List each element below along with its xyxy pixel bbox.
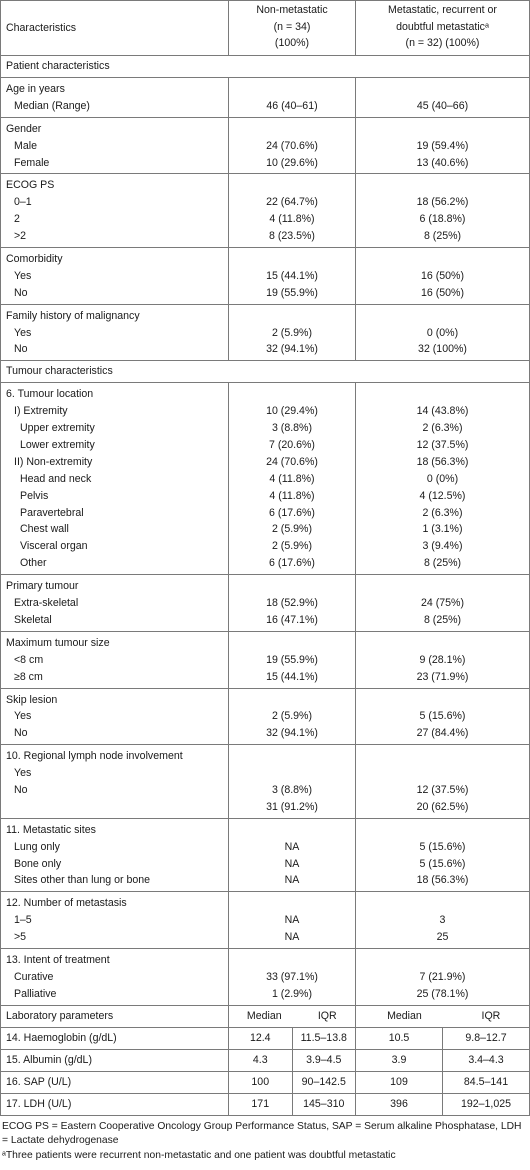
non-metastatic-value: 8 (23.5%) bbox=[269, 230, 315, 243]
row-label: Visceral organ bbox=[20, 540, 88, 553]
metastatic-value: 45 (40–66) bbox=[416, 99, 469, 112]
tumour-group bbox=[1, 383, 530, 575]
row-label: Median (Range) bbox=[14, 99, 90, 112]
metastatic-value bbox=[361, 251, 524, 268]
non-metastatic-value bbox=[234, 177, 350, 194]
abbreviations-note: ECOG PS = Eastern Cooperative Oncology Group Performance Status, SAP = Serum alkaline Phosphatase, LDH = Lactate dehydrogenase bbox=[2, 1120, 522, 1147]
group-non-metastatic-values bbox=[229, 948, 356, 1005]
lab-non-metastatic bbox=[229, 1027, 356, 1049]
group-metastatic-values bbox=[356, 631, 530, 688]
row-label: Gender bbox=[6, 122, 42, 135]
group-metastatic-values bbox=[356, 575, 530, 632]
row-label: Comorbidity bbox=[6, 253, 63, 266]
iqr-value: 3.9–4.5 bbox=[306, 1053, 342, 1066]
row-label bbox=[6, 799, 223, 816]
group-non-metastatic-values bbox=[229, 818, 356, 892]
metastatic-value: 25 (78.1%) bbox=[416, 987, 469, 1000]
tumour-group bbox=[1, 892, 530, 949]
non-metastatic-value: 10 (29.6%) bbox=[266, 156, 318, 169]
lab-non-metastatic bbox=[229, 1093, 356, 1115]
tumour-group bbox=[1, 818, 530, 892]
non-metastatic-value: 6 (17.6%) bbox=[269, 557, 315, 570]
metastatic-value: 18 (56.3%) bbox=[416, 874, 469, 887]
row-label: Yes bbox=[14, 767, 32, 780]
lab-header-metastatic bbox=[356, 1005, 530, 1027]
group-metastatic-values bbox=[356, 688, 530, 745]
section-patient: Patient characteristics bbox=[1, 56, 530, 78]
patient-group bbox=[1, 117, 530, 174]
non-metastatic-value: 18 (52.9%) bbox=[266, 597, 318, 610]
section-tumour-label: Tumour characteristics bbox=[1, 361, 530, 383]
patient-group bbox=[1, 248, 530, 305]
non-metastatic-value: 24 (70.6%) bbox=[266, 139, 318, 152]
row-label: Extra-skeletal bbox=[14, 597, 79, 610]
group-labels bbox=[1, 78, 229, 118]
metastatic-value: 23 (71.9%) bbox=[416, 670, 469, 683]
non-metastatic-value: 16 (47.1%) bbox=[266, 613, 318, 626]
row-label: >2 bbox=[14, 230, 27, 243]
metastatic-value: 27 (84.4%) bbox=[416, 727, 469, 740]
non-metastatic-value: NA bbox=[284, 914, 300, 927]
row-label: Bone only bbox=[14, 857, 62, 870]
group-labels bbox=[1, 117, 229, 174]
iqr-value: 84.5–141 bbox=[463, 1075, 509, 1088]
group-labels bbox=[1, 745, 229, 819]
metastatic-value: 3 (9.4%) bbox=[422, 540, 463, 553]
row-label: 13. Intent of treatment bbox=[6, 953, 110, 966]
group-metastatic-values bbox=[356, 304, 530, 361]
header-characteristics: Characteristics bbox=[1, 1, 229, 56]
row-label: 1–5 bbox=[14, 914, 32, 927]
lab-row bbox=[1, 1049, 530, 1071]
metastatic-value bbox=[361, 578, 524, 595]
row-label: Pelvis bbox=[20, 489, 49, 502]
row-label: Yes bbox=[14, 269, 32, 282]
non-metastatic-value: 4 (11.8%) bbox=[269, 472, 315, 485]
non-metastatic-value: 2 (5.9%) bbox=[271, 523, 313, 536]
median-header: Median bbox=[246, 1009, 282, 1022]
row-label: I) Extremity bbox=[14, 405, 68, 418]
metastatic-value: 16 (50%) bbox=[421, 286, 464, 299]
non-metastatic-value: NA bbox=[284, 931, 300, 944]
group-non-metastatic-values bbox=[229, 575, 356, 632]
iqr-value: 90–142.5 bbox=[301, 1075, 346, 1088]
metastatic-value: 24 (75%) bbox=[421, 597, 464, 610]
lab-label: 17. LDH (U/L) bbox=[1, 1093, 229, 1115]
metastatic-value: 5 (15.6%) bbox=[419, 710, 466, 723]
metastatic-value: 8 (25%) bbox=[423, 230, 462, 243]
metastatic-value: 14 (43.8%) bbox=[416, 405, 469, 418]
lab-label: 16. SAP (U/L) bbox=[1, 1071, 229, 1093]
lab-metastatic bbox=[356, 1093, 530, 1115]
row-label: 0–1 bbox=[14, 196, 32, 209]
iqr-value: 3.4–4.3 bbox=[468, 1053, 504, 1066]
group-labels bbox=[1, 818, 229, 892]
section-tumour bbox=[1, 361, 530, 383]
table-footnotes bbox=[0, 1116, 530, 1164]
row-label: 6. Tumour location bbox=[6, 388, 94, 401]
row-label: Paravertebral bbox=[20, 506, 84, 519]
metastatic-value: 20 (62.5%) bbox=[416, 800, 469, 813]
median-value: 100 bbox=[229, 1072, 293, 1093]
non-metastatic-value: 7 (20.6%) bbox=[269, 439, 315, 452]
non-metastatic-value: NA bbox=[284, 874, 300, 887]
group-metastatic-values bbox=[356, 745, 530, 819]
group-metastatic-values bbox=[356, 892, 530, 949]
row-label: Skip lesion bbox=[6, 693, 58, 706]
row-label: Lower extremity bbox=[20, 439, 95, 452]
metastatic-value bbox=[361, 952, 524, 969]
non-metastatic-value bbox=[234, 81, 350, 98]
non-metastatic-value: 22 (64.7%) bbox=[266, 196, 318, 209]
median-value: 171 bbox=[229, 1094, 293, 1115]
iqr-value: 192–1,025 bbox=[460, 1097, 512, 1110]
iqr-value: 9.8–12.7 bbox=[465, 1031, 507, 1044]
metastatic-value: 0 (0%) bbox=[426, 326, 459, 339]
superscript-a-note: ᵃThree patients were recurrent non-metastatic and one patient was doubtful metastatic bbox=[2, 1149, 396, 1161]
row-label: >5 bbox=[14, 931, 27, 944]
metastatic-value: 8 (25%) bbox=[423, 557, 462, 570]
row-label: Curative bbox=[14, 970, 54, 983]
non-metastatic-value: 10 (29.4%) bbox=[266, 405, 318, 418]
row-label: Skeletal bbox=[14, 613, 52, 626]
lab-row bbox=[1, 1027, 530, 1049]
metastatic-value: 7 (21.9%) bbox=[419, 970, 466, 983]
metastatic-value bbox=[361, 765, 524, 782]
row-label: Male bbox=[14, 139, 37, 152]
tumour-group bbox=[1, 575, 530, 632]
iqr-header: IQR bbox=[481, 1009, 501, 1022]
group-non-metastatic-values bbox=[229, 248, 356, 305]
row-label: 12. Number of metastasis bbox=[6, 897, 127, 910]
header-row bbox=[1, 1, 530, 56]
row-label: Lung only bbox=[14, 840, 60, 853]
section-laboratory: Laboratory parameters bbox=[1, 1005, 229, 1027]
non-metastatic-value: 32 (94.1%) bbox=[266, 727, 318, 740]
row-label: Head and neck bbox=[20, 472, 92, 485]
metastatic-value: 12 (37.5%) bbox=[416, 783, 469, 796]
row-label: 11. Metastatic sites bbox=[6, 823, 96, 836]
row-label: <8 cm bbox=[14, 653, 44, 666]
row-label: Female bbox=[14, 156, 50, 169]
row-label: No bbox=[14, 286, 28, 299]
group-labels bbox=[1, 948, 229, 1005]
non-metastatic-value: 19 (55.9%) bbox=[266, 653, 318, 666]
non-metastatic-value bbox=[234, 822, 350, 839]
metastatic-value bbox=[361, 386, 524, 403]
tumour-group bbox=[1, 631, 530, 688]
row-label: Yes bbox=[14, 326, 32, 339]
laboratory-header-row bbox=[1, 1005, 530, 1027]
row-label: 10. Regional lymph node involvement bbox=[6, 750, 183, 763]
group-labels bbox=[1, 248, 229, 305]
lab-label: 15. Albumin (g/dL) bbox=[1, 1049, 229, 1071]
non-metastatic-value: 1 (2.9%) bbox=[271, 987, 313, 1000]
group-non-metastatic-values bbox=[229, 78, 356, 118]
metastatic-value bbox=[361, 895, 524, 912]
metastatic-value bbox=[361, 308, 524, 325]
group-labels bbox=[1, 892, 229, 949]
row-label: ECOG PS bbox=[6, 179, 55, 192]
row-label: Family history of malignancy bbox=[6, 309, 140, 322]
non-metastatic-value: 33 (97.1%) bbox=[266, 970, 318, 983]
group-non-metastatic-values bbox=[229, 383, 356, 575]
group-metastatic-values bbox=[356, 78, 530, 118]
metastatic-value: 1 (3.1%) bbox=[422, 523, 463, 536]
group-metastatic-values bbox=[356, 818, 530, 892]
lab-metastatic bbox=[356, 1027, 530, 1049]
non-metastatic-value: 4 (11.8%) bbox=[269, 489, 315, 502]
patient-group bbox=[1, 304, 530, 361]
patient-group bbox=[1, 174, 530, 248]
lab-row bbox=[1, 1093, 530, 1115]
lab-metastatic bbox=[356, 1071, 530, 1093]
non-metastatic-value bbox=[234, 765, 350, 782]
metastatic-value: 9 (28.1%) bbox=[419, 653, 466, 666]
non-metastatic-value bbox=[234, 635, 350, 652]
median-value: 109 bbox=[356, 1072, 443, 1093]
non-metastatic-value: 2 (5.9%) bbox=[271, 710, 313, 723]
metastatic-value: 25 bbox=[436, 931, 449, 944]
tumour-group bbox=[1, 745, 530, 819]
lab-header-non-metastatic bbox=[229, 1005, 356, 1027]
header-non-metastatic: Non-metastatic (n = 34) (100%) bbox=[229, 1, 356, 56]
non-metastatic-value: 15 (44.1%) bbox=[266, 670, 318, 683]
non-metastatic-value: NA bbox=[284, 857, 300, 870]
lab-metastatic bbox=[356, 1049, 530, 1071]
row-label: Other bbox=[20, 557, 47, 570]
group-labels bbox=[1, 575, 229, 632]
header-metastatic: Metastatic, recurrent or doubtful metastaticᵃ (n = 32) (100%) bbox=[356, 1, 530, 56]
metastatic-value: 3 bbox=[439, 914, 446, 927]
metastatic-value: 16 (50%) bbox=[421, 269, 464, 282]
median-value: 4.3 bbox=[229, 1050, 293, 1071]
iqr-value: 145–310 bbox=[303, 1097, 345, 1110]
non-metastatic-value: 2 (5.9%) bbox=[271, 540, 313, 553]
group-metastatic-values bbox=[356, 117, 530, 174]
group-labels bbox=[1, 304, 229, 361]
metastatic-value: 13 (40.6%) bbox=[416, 156, 469, 169]
metastatic-value bbox=[361, 822, 524, 839]
non-metastatic-value: 31 (91.2%) bbox=[266, 800, 318, 813]
lab-label: 14. Haemoglobin (g/dL) bbox=[1, 1027, 229, 1049]
median-value: 396 bbox=[356, 1094, 443, 1115]
group-labels bbox=[1, 383, 229, 575]
non-metastatic-value: 4 (11.8%) bbox=[269, 213, 315, 226]
lab-non-metastatic bbox=[229, 1049, 356, 1071]
row-label: ≥8 cm bbox=[14, 670, 43, 683]
group-metastatic-values bbox=[356, 174, 530, 248]
non-metastatic-value: 15 (44.1%) bbox=[266, 269, 318, 282]
non-metastatic-value bbox=[234, 308, 350, 325]
group-metastatic-values bbox=[356, 948, 530, 1005]
metastatic-value: 32 (100%) bbox=[418, 343, 467, 356]
lab-non-metastatic bbox=[229, 1071, 356, 1093]
median-value: 12.4 bbox=[229, 1028, 293, 1049]
non-metastatic-value bbox=[234, 578, 350, 595]
lab-row bbox=[1, 1071, 530, 1093]
tumour-group bbox=[1, 948, 530, 1005]
metastatic-value bbox=[361, 692, 524, 709]
group-non-metastatic-values bbox=[229, 174, 356, 248]
group-non-metastatic-values bbox=[229, 117, 356, 174]
row-label: Chest wall bbox=[20, 523, 69, 536]
group-non-metastatic-values bbox=[229, 892, 356, 949]
non-metastatic-value bbox=[234, 121, 350, 138]
non-metastatic-value: 6 (17.6%) bbox=[269, 506, 315, 519]
non-metastatic-value bbox=[234, 386, 350, 403]
tumour-group bbox=[1, 688, 530, 745]
non-metastatic-value: NA bbox=[284, 840, 300, 853]
group-non-metastatic-values bbox=[229, 304, 356, 361]
metastatic-value: 2 (6.3%) bbox=[422, 422, 463, 435]
metastatic-value: 6 (18.8%) bbox=[419, 213, 466, 226]
metastatic-value: 19 (59.4%) bbox=[416, 139, 469, 152]
iqr-value: 11.5–13.8 bbox=[300, 1031, 347, 1044]
row-label: Sites other than lung or bone bbox=[14, 874, 151, 887]
group-labels bbox=[1, 688, 229, 745]
row-label: Maximum tumour size bbox=[6, 636, 110, 649]
metastatic-value: 0 (0%) bbox=[426, 472, 459, 485]
row-label: No bbox=[14, 343, 28, 356]
metastatic-value: 18 (56.2%) bbox=[416, 196, 469, 209]
metastatic-value: 12 (37.5%) bbox=[416, 439, 469, 452]
non-metastatic-value: 3 (8.8%) bbox=[271, 422, 313, 435]
metastatic-value: 5 (15.6%) bbox=[419, 840, 466, 853]
metastatic-value: 2 (6.3%) bbox=[422, 506, 463, 519]
median-value: 10.5 bbox=[356, 1028, 443, 1049]
group-labels bbox=[1, 174, 229, 248]
non-metastatic-value: 24 (70.6%) bbox=[266, 455, 318, 468]
non-metastatic-value: 19 (55.9%) bbox=[266, 286, 318, 299]
group-metastatic-values bbox=[356, 248, 530, 305]
median-header: Median bbox=[387, 1009, 422, 1022]
metastatic-value bbox=[361, 81, 524, 98]
row-label: Primary tumour bbox=[6, 580, 79, 593]
non-metastatic-value: 2 (5.9%) bbox=[271, 326, 313, 339]
iqr-header: IQR bbox=[317, 1009, 337, 1022]
metastatic-value bbox=[361, 748, 524, 765]
non-metastatic-value bbox=[234, 692, 350, 709]
metastatic-value bbox=[361, 177, 524, 194]
row-label: Age in years bbox=[6, 83, 65, 95]
metastatic-value bbox=[361, 121, 524, 138]
group-metastatic-values bbox=[356, 383, 530, 575]
non-metastatic-value: 32 (94.1%) bbox=[266, 343, 318, 356]
group-labels bbox=[1, 631, 229, 688]
group-non-metastatic-values bbox=[229, 745, 356, 819]
patient-group bbox=[1, 78, 530, 118]
metastatic-value bbox=[361, 635, 524, 652]
non-metastatic-value bbox=[234, 952, 350, 969]
metastatic-value: 4 (12.5%) bbox=[419, 489, 466, 502]
median-value: 3.9 bbox=[356, 1050, 443, 1071]
row-label: No bbox=[14, 783, 28, 796]
group-non-metastatic-values bbox=[229, 631, 356, 688]
row-label: II) Non-extremity bbox=[14, 455, 93, 468]
non-metastatic-value bbox=[234, 251, 350, 268]
row-label: Yes bbox=[14, 710, 32, 723]
metastatic-value: 18 (56.3%) bbox=[416, 455, 469, 468]
row-label: No bbox=[14, 727, 28, 740]
non-metastatic-value bbox=[234, 748, 350, 765]
group-non-metastatic-values bbox=[229, 688, 356, 745]
row-label: 2 bbox=[14, 213, 20, 226]
row-label: Upper extremity bbox=[20, 422, 95, 435]
metastatic-value: 5 (15.6%) bbox=[419, 857, 466, 870]
row-label: Palliative bbox=[14, 987, 57, 1000]
non-metastatic-value bbox=[234, 895, 350, 912]
non-metastatic-value: 3 (8.8%) bbox=[271, 783, 313, 796]
non-metastatic-value: 46 (40–61) bbox=[266, 99, 318, 112]
metastatic-value: 8 (25%) bbox=[423, 613, 462, 626]
